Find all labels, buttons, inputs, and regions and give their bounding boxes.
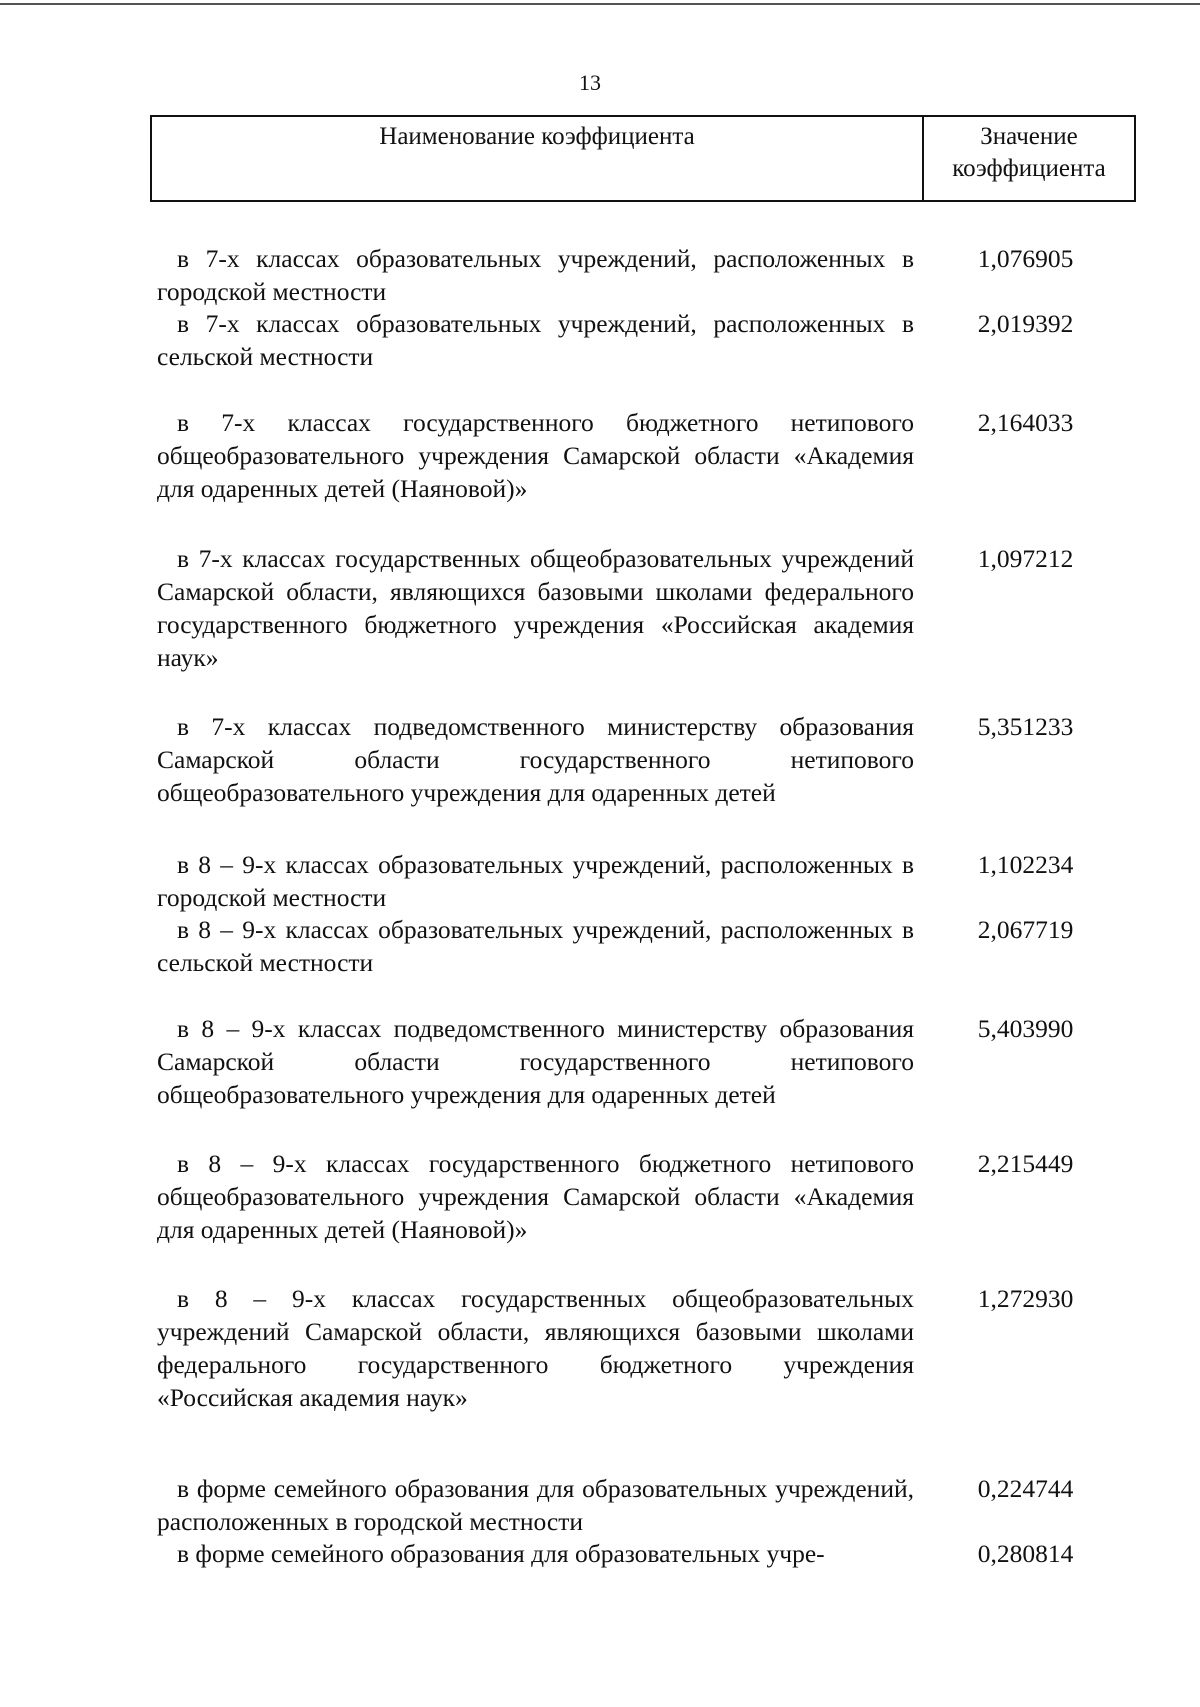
coefficient-name: в 8 – 9-х классах образовательных учреждений, расположенных в сельской местности [157, 915, 914, 977]
table-row [157, 242, 1137, 308]
table-row [157, 913, 1137, 979]
coefficient-value: 2,019392 [977, 309, 1074, 338]
top-rule [0, 3, 1200, 5]
coefficient-name: в 7-х классах государственного бюджетного нетипового общеобразовательного учреждения Самарской области «Академия для одаренных детей (Наяновой)» [157, 408, 914, 503]
coefficient-name: в 7-х классах подведомственного министерству образования Самарской области государственного нетипового общеобразовательного учреждения для одаренных детей [157, 712, 914, 807]
table-header [150, 115, 1136, 202]
coefficient-value: 1,272930 [977, 1284, 1074, 1313]
table-row [157, 307, 1137, 373]
coefficient-name: в форме семейного образования для образовательных учреждений, расположенных в городской местности [157, 1474, 914, 1536]
coefficient-value: 0,280814 [977, 1539, 1074, 1568]
table-row [157, 1282, 1137, 1414]
coefficient-value: 1,097212 [977, 544, 1074, 573]
header-value-line1: Значение [980, 123, 1078, 150]
coefficient-value: 2,164033 [977, 408, 1074, 437]
coefficient-name: в 8 – 9-х классах государственного бюджетного нетипового общеобразовательного учреждения Самарской области «Академия для одаренных детей (Наяновой)» [157, 1149, 914, 1244]
table-row [157, 1147, 1137, 1246]
table-row [157, 848, 1137, 914]
coefficient-value: 2,215449 [977, 1149, 1074, 1178]
table-row [157, 1012, 1137, 1111]
coefficient-value: 5,351233 [977, 712, 1074, 741]
coefficient-value: 2,067719 [977, 915, 1074, 944]
coefficient-value: 1,076905 [977, 244, 1074, 273]
header-value-line2: коэффициента [952, 155, 1106, 182]
coefficient-value: 0,224744 [977, 1474, 1074, 1503]
table-row [157, 710, 1137, 809]
coefficient-name: в форме семейного образования для образовательных учре- [177, 1539, 825, 1568]
coefficient-name: в 8 – 9-х классах государственных общеобразовательных учреждений Самарской области, являющихся базовыми школами федерального государственного бюджетного учреждения «Российская академия наук» [157, 1284, 914, 1412]
table-row [157, 1537, 1137, 1570]
coefficient-name: в 7-х классах образовательных учреждений, расположенных в сельской местности [157, 309, 914, 371]
table-row [157, 1472, 1137, 1538]
header-name-column: Наименование коэффициента [152, 117, 924, 200]
coefficient-value: 5,403990 [977, 1014, 1074, 1043]
page-number: 13 [579, 70, 601, 95]
table-row [157, 542, 1137, 674]
coefficient-name: в 7-х классах образовательных учреждений, расположенных в городской местности [157, 244, 914, 306]
table-row [157, 406, 1137, 505]
coefficient-name: в 7-х классах государственных общеобразовательных учреждений Самарской области, являющихся базовыми школами федерального государственного бюджетного учреждения «Российская академия наук» [157, 544, 914, 672]
coefficient-value: 1,102234 [977, 850, 1074, 879]
coefficient-name: в 8 – 9-х классах подведомственного министерству образования Самарской области государственного нетипового общеобразовательного учреждения для одаренных детей [157, 1014, 914, 1109]
coefficient-name: в 8 – 9-х классах образовательных учреждений, расположенных в городской местности [157, 850, 914, 912]
header-value-column [924, 117, 1134, 200]
